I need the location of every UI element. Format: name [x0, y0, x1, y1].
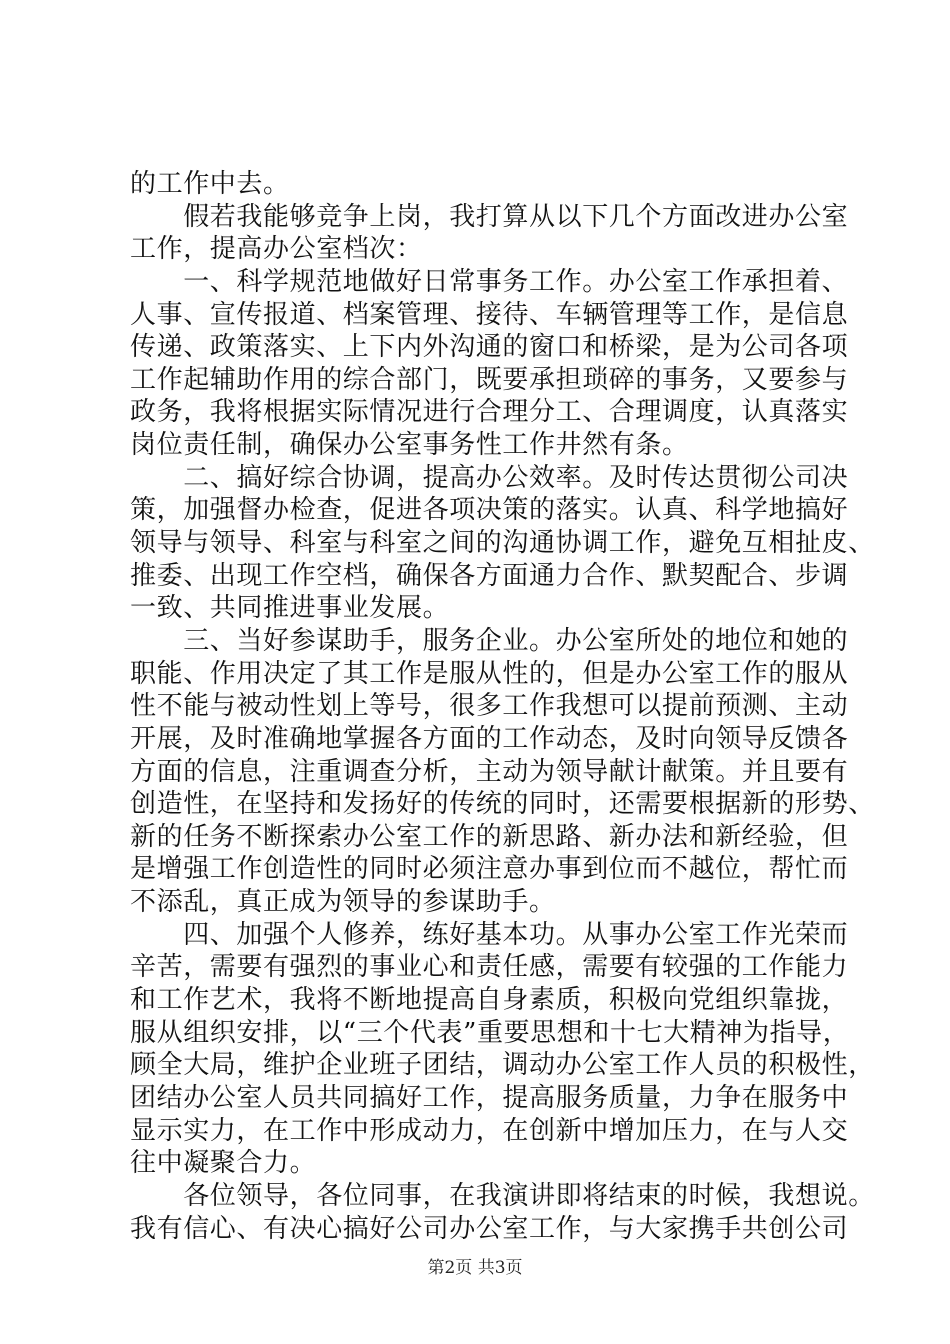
text-line: 岗位责任制，确保办公室事务性工作井然有条。: [130, 430, 689, 461]
text-line: 一、科学规范地做好日常事务工作。办公室工作承担着、: [130, 266, 849, 297]
text-line: 传递、政策落实、上下内外沟通的窗口和桥梁，是为公司各项: [130, 332, 849, 363]
text-line: 推委、出现工作空档，确保各方面通力合作、默契配合、步调: [130, 560, 849, 591]
text-line: 策，加强督办检查，促进各项决策的落实。认真、科学地搞好: [130, 495, 849, 526]
text-line: 团结办公室人员共同搞好工作，提高服务质量，力争在服务中: [130, 1082, 849, 1113]
text-line: 开展，及时准确地掌握各方面的工作动态，及时向领导反馈各: [130, 723, 849, 754]
page-number-label: 第2页 共3页: [427, 1258, 523, 1278]
text-line: 方面的信息，注重调查分析，主动为领导献计献策。并且要有: [130, 756, 849, 787]
page-footer: [0, 1253, 950, 1278]
document-body: [130, 168, 875, 1245]
text-line: 是增强工作创造性的同时必须注意办事到位而不越位，帮忙而: [130, 854, 849, 885]
text-line: 不添乱，真正成为领导的参谋助手。: [130, 887, 556, 918]
text-line: 政务，我将根据实际情况进行合理分工、合理调度，认真落实: [130, 397, 849, 428]
text-line: 人事、宣传报道、档案管理、接待、车辆管理等工作，是信息: [130, 299, 849, 330]
text-line: 假若我能够竞争上岗，我打算从以下几个方面改进办公室: [130, 201, 849, 232]
text-line: 创造性，在坚持和发扬好的传统的同时，还需要根据新的形势、: [130, 789, 875, 820]
text-line: 性不能与被动性划上等号，很多工作我想可以提前预测、主动: [130, 691, 849, 722]
text-line: 新的任务不断探索办公室工作的新思路、新办法和新经验，但: [130, 821, 849, 852]
text-line: 一致、共同推进事业发展。: [130, 593, 450, 624]
text-line: 往中凝聚合力。: [130, 1148, 317, 1179]
text-line: 领导与领导、科室与科室之间的沟通协调工作，避免互相扯皮、: [130, 528, 875, 559]
text-line: 的工作中去。: [130, 169, 290, 199]
text-line: 二、搞好综合协调，提高办公效率。及时传达贯彻公司决: [130, 462, 849, 493]
text-line: 辛苦，需要有强烈的事业心和责任感，需要有较强的工作能力: [130, 952, 849, 983]
text-line: 和工作艺术，我将不断地提高自身素质，积极向党组织靠拢，: [130, 985, 849, 1016]
text-line: 三、当好参谋助手，服务企业。办公室所处的地位和她的: [130, 625, 849, 656]
text-line: 工作，提高办公室档次：: [130, 234, 423, 265]
text-line: 四、加强个人修养，练好基本功。从事办公室工作光荣而: [130, 919, 849, 950]
text-line: 显示实力，在工作中形成动力，在创新中增加压力，在与人交: [130, 1115, 849, 1146]
text-line: 我有信心、有决心搞好公司办公室工作，与大家携手共创公司: [130, 1213, 849, 1244]
text-line: 顾全大局，维护企业班子团结，调动办公室工作人员的积极性，: [130, 1050, 875, 1081]
text-line: 服从组织安排，以“三个代表”重要思想和十七大精神为指导，: [130, 1017, 850, 1048]
text-line: 工作起辅助作用的综合部门，既要承担琐碎的事务，又要参与: [130, 364, 849, 395]
text-line: 各位领导，各位同事，在我演讲即将结束的时候，我想说。: [130, 1180, 875, 1211]
text-line: 职能、作用决定了其工作是服从性的，但是办公室工作的服从: [130, 658, 849, 689]
